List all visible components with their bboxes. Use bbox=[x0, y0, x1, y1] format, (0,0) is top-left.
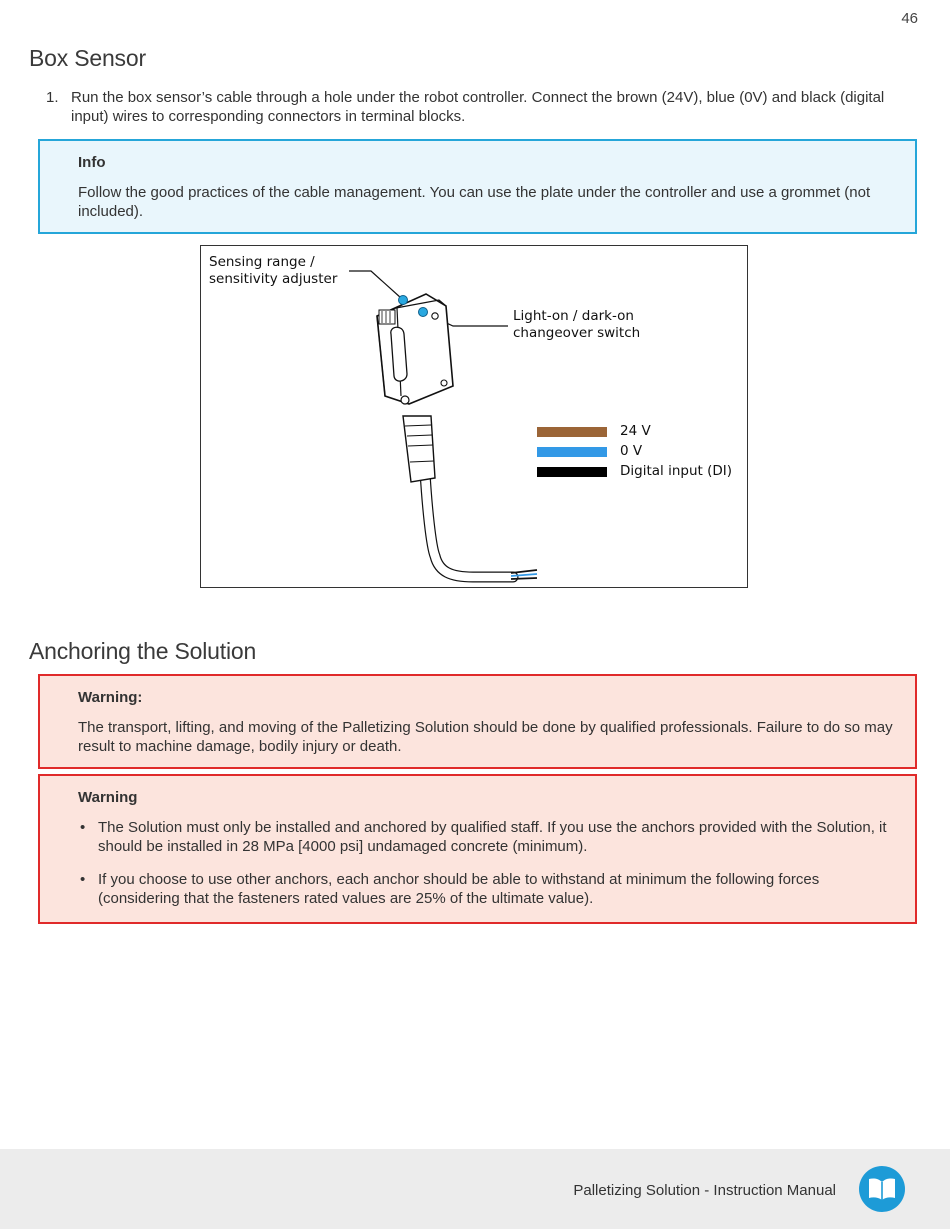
warning-callout bbox=[38, 674, 917, 769]
sensing-range-label: Sensing range / sensitivity adjuster bbox=[209, 254, 338, 287]
page-number: 46 bbox=[901, 10, 918, 27]
legend-swatch-brown bbox=[537, 427, 607, 437]
legend-label: Digital input (DI) bbox=[620, 463, 733, 479]
step-text: Run the box sensor’s cable through a hole under the robot controller. Connect the brown (24V), blue (0V) and black (digital input) wires to corresponding connectors in terminal blocks. bbox=[71, 89, 885, 125]
box-sensor-drawing bbox=[201, 246, 747, 587]
legend-label: 0 V bbox=[620, 443, 643, 459]
warning-callout-list bbox=[38, 774, 917, 924]
book-icon bbox=[859, 1166, 905, 1212]
step-number: 1. bbox=[46, 89, 59, 106]
legend-swatch-black bbox=[537, 467, 607, 477]
warning-title: Warning: bbox=[78, 689, 143, 706]
info-title: Info bbox=[78, 154, 106, 171]
legend-swatch-blue bbox=[537, 447, 607, 457]
list-item: • If you choose to use other anchors, each anchor should be able to withstand at minimum the following forces (considering that the fasteners rated values are 25% of the ultimate value). bbox=[78, 870, 895, 908]
changeover-switch-label: Light-on / dark-on changeover switch bbox=[513, 308, 641, 341]
legend-label: 24 V bbox=[620, 423, 651, 439]
info-text: Follow the good practices of the cable management. You can use the plate under the controller and use a grommet (not included). bbox=[78, 184, 871, 220]
box-sensor-figure bbox=[200, 245, 748, 588]
warning-title: Warning bbox=[78, 789, 138, 806]
step-item bbox=[46, 88, 916, 126]
page-footer bbox=[0, 1149, 950, 1229]
info-callout bbox=[38, 139, 917, 234]
warning-list bbox=[78, 818, 895, 908]
section-heading-anchoring: Anchoring the Solution bbox=[29, 638, 257, 664]
warning-text: The transport, lifting, and moving of the Palletizing Solution should be done by qualified professionals. Failure to do so may result to machine damage, bodily injury or death. bbox=[78, 719, 893, 755]
section-heading-box-sensor: Box Sensor bbox=[29, 45, 146, 71]
list-item: • The Solution must only be installed and anchored by qualified staff. If you use the anchors provided with the Solution, it should be installed in 28 MPa [4000 psi] undamaged concrete (minimum). bbox=[78, 818, 895, 856]
footer-title: Palletizing Solution - Instruction Manual bbox=[573, 1182, 836, 1199]
